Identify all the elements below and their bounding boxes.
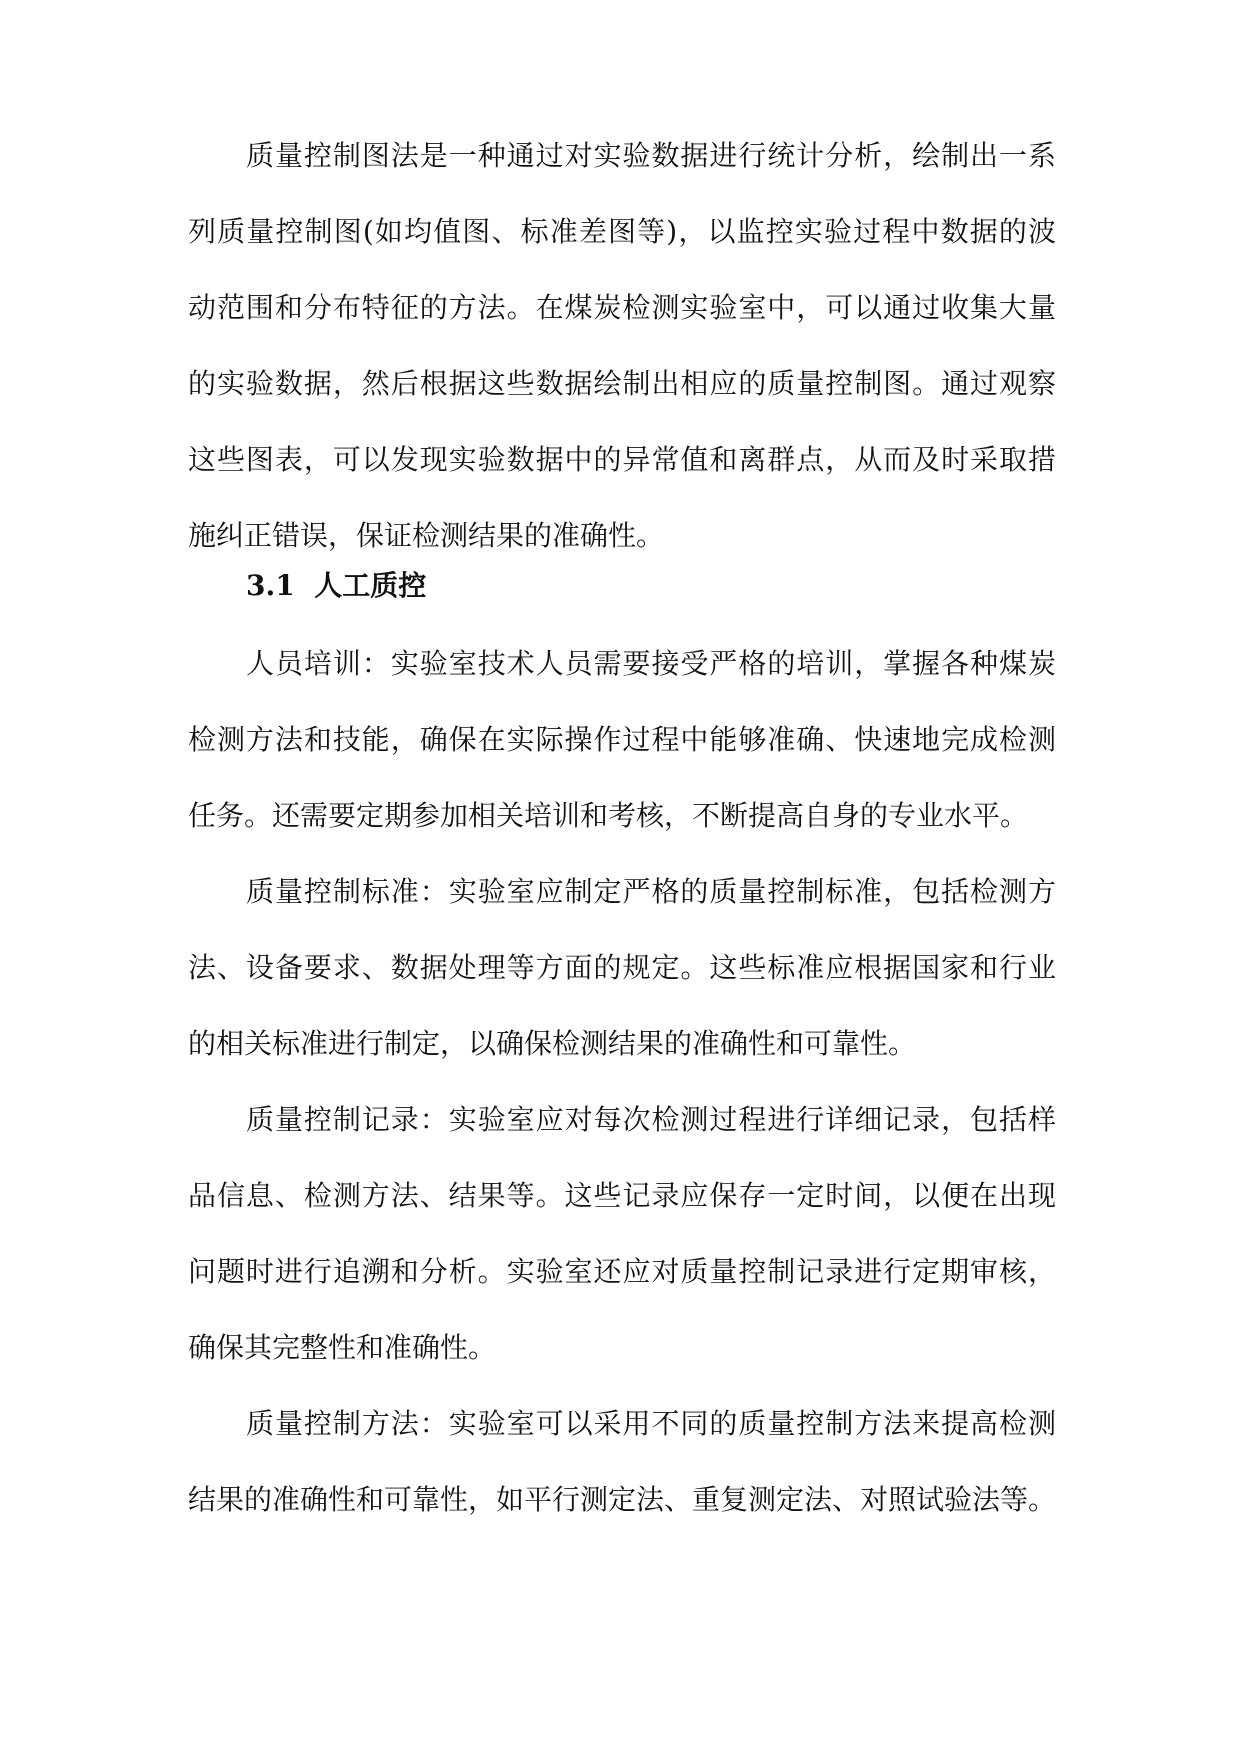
paragraph-line: 动范围和分布特征的方法。在煤炭检测实验室中，可以通过收集大量 — [188, 291, 1056, 324]
paragraph-line: 质量控制记录：实验室应对每次检测过程进行详细记录，包括样 — [246, 1103, 1056, 1136]
paragraph-line: 人员培训：实验室技术人员需要接受严格的培训，掌握各种煤炭 — [246, 647, 1056, 680]
paragraph-line: 列质量控制图(如均值图、标准差图等)，以监控实验过程中数据的波 — [188, 215, 1056, 248]
paragraph-intro — [188, 118, 1056, 574]
paragraph-line: 这些图表，可以发现实验数据中的异常值和离群点，从而及时采取措 — [188, 443, 1056, 476]
paragraph-methods — [188, 1386, 1056, 1538]
paragraph-line: 法、设备要求、数据处理等方面的规定。这些标准应根据国家和行业 — [188, 951, 1056, 984]
paragraph-line: 质量控制标准：实验室应制定严格的质量控制标准，包括检测方 — [246, 875, 1056, 908]
paragraph-line: 确保其完整性和准确性。 — [188, 1331, 497, 1364]
paragraph-training — [188, 626, 1056, 854]
paragraph-line: 的实验数据，然后根据这些数据绘制出相应的质量控制图。通过观察 — [188, 367, 1056, 400]
paragraph-line: 品信息、检测方法、结果等。这些记录应保存一定时间，以便在出现 — [188, 1179, 1056, 1212]
paragraph-line: 问题时进行追溯和分析。实验室还应对质量控制记录进行定期审核， — [188, 1255, 1056, 1288]
paragraph-line: 检测方法和技能，确保在实际操作过程中能够准确、快速地完成检测 — [188, 723, 1056, 756]
section-number: 3.1 — [246, 569, 295, 602]
paragraph-line: 质量控制图法是一种通过对实验数据进行统计分析，绘制出一系 — [246, 139, 1056, 172]
paragraph-line: 施纠正错误，保证检测结果的准确性。 — [188, 519, 665, 552]
paragraph-records — [188, 1082, 1056, 1386]
paragraph-line: 质量控制方法：实验室可以采用不同的质量控制方法来提高检测 — [246, 1407, 1056, 1440]
paragraph-standard — [188, 854, 1056, 1082]
section-title: 人工质控 — [314, 569, 427, 602]
paragraph-line: 的相关标准进行制定，以确保检测结果的准确性和可靠性。 — [188, 1027, 917, 1060]
paragraph-line: 任务。还需要定期参加相关培训和考核，不断提高自身的专业水平。 — [188, 799, 1029, 832]
section-heading — [246, 548, 426, 624]
paragraph-line: 结果的准确性和可靠性，如平行测定法、重复测定法、对照试验法等。 — [188, 1483, 1057, 1516]
